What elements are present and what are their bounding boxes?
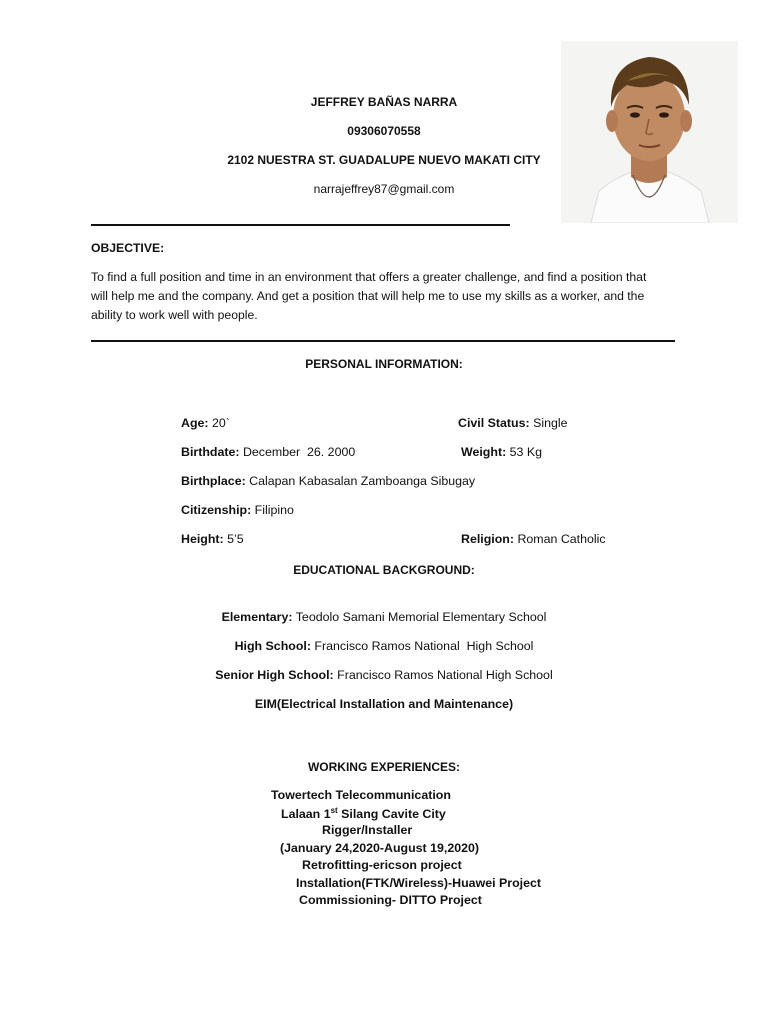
religion-value: Roman Catholic <box>517 532 606 546</box>
personal-info-heading: PERSONAL INFORMATION: <box>305 357 463 371</box>
work-address-pre: Lalaan 1 <box>281 807 331 822</box>
age-row <box>181 416 230 430</box>
objective-line-2: will help me and the company. And get a position that will help me to use my skills as a worker, and the <box>91 289 645 303</box>
high-school-row <box>180 639 588 653</box>
elementary-row <box>180 610 588 624</box>
high-school-value: Francisco Ramos National High School <box>314 639 534 653</box>
birthplace-value: Calapan Kabasalan Zamboanga Sibugay <box>249 474 476 488</box>
citizenship-row <box>181 503 294 517</box>
height-value: 5’5 <box>227 532 244 546</box>
birthplace-label: Birthplace: <box>181 474 246 488</box>
senior-high-label: Senior High School: <box>215 668 334 682</box>
birthdate-label: Birthdate: <box>181 445 240 459</box>
civil-status-row <box>458 416 568 430</box>
senior-high-value: Francisco Ramos National High School <box>337 668 553 682</box>
weight-label: Weight: <box>461 445 507 459</box>
weight-row <box>461 445 542 459</box>
work-address-post: Silang Cavite City <box>337 807 446 822</box>
height-label: Height: <box>181 532 224 546</box>
work-project-3: Commissioning- DITTO Project <box>299 893 482 907</box>
birthdate-row <box>181 445 355 459</box>
citizenship-label: Citizenship: <box>181 503 252 517</box>
religion-label: Religion: <box>461 532 514 546</box>
applicant-name: JEFFREY BAÑAS NARRA <box>310 95 458 109</box>
applicant-phone: 09306070558 <box>347 124 421 138</box>
civil-status-label: Civil Status: <box>458 416 530 430</box>
divider-middle <box>91 340 675 342</box>
profile-photo <box>561 41 738 223</box>
age-label: Age: <box>181 416 209 430</box>
education-heading: EDUCATIONAL BACKGROUND: <box>293 563 475 577</box>
citizenship-value: Filipino <box>254 503 294 517</box>
work-company: Towertech Telecommunication <box>271 788 451 802</box>
civil-status-value: Single <box>533 416 568 430</box>
elementary-label: Elementary: <box>221 610 293 624</box>
religion-row <box>461 532 606 546</box>
birthdate-value: December 26. 2000 <box>242 445 356 459</box>
high-school-label: High School: <box>234 639 311 653</box>
senior-high-row <box>180 668 588 682</box>
applicant-email: narrajeffrey87@gmail.com <box>313 182 455 196</box>
work-heading: WORKING EXPERIENCES: <box>307 760 460 774</box>
birthplace-row <box>181 474 475 488</box>
work-project-2: Installation(FTK/Wireless)-Huawei Project <box>296 876 541 890</box>
objective-line-1: To find a full position and time in an environment that offers a greater challenge, and find a position that <box>91 270 647 284</box>
age-value: 20` <box>212 416 230 430</box>
elementary-value: Teodolo Samani Memorial Elementary School <box>295 610 547 624</box>
work-address <box>281 806 446 821</box>
applicant-address: 2102 NUESTRA ST. GUADALUPE NUEVO MAKATI CITY <box>227 153 541 167</box>
work-address-sup: st <box>330 806 338 815</box>
work-dates: (January 24,2020-August 19,2020) <box>280 841 480 855</box>
work-role: Rigger/Installer <box>322 823 413 837</box>
portrait-icon <box>561 41 738 223</box>
objective-line-3: ability to work well with people. <box>91 308 258 322</box>
divider-top <box>91 224 510 226</box>
objective-heading: OBJECTIVE: <box>91 241 165 255</box>
work-project-1: Retrofitting-ericson project <box>302 858 462 872</box>
weight-value: 53 Kg <box>509 445 543 459</box>
eim-row: EIM(Electrical Installation and Maintenance) <box>254 697 514 711</box>
height-row <box>181 532 244 546</box>
